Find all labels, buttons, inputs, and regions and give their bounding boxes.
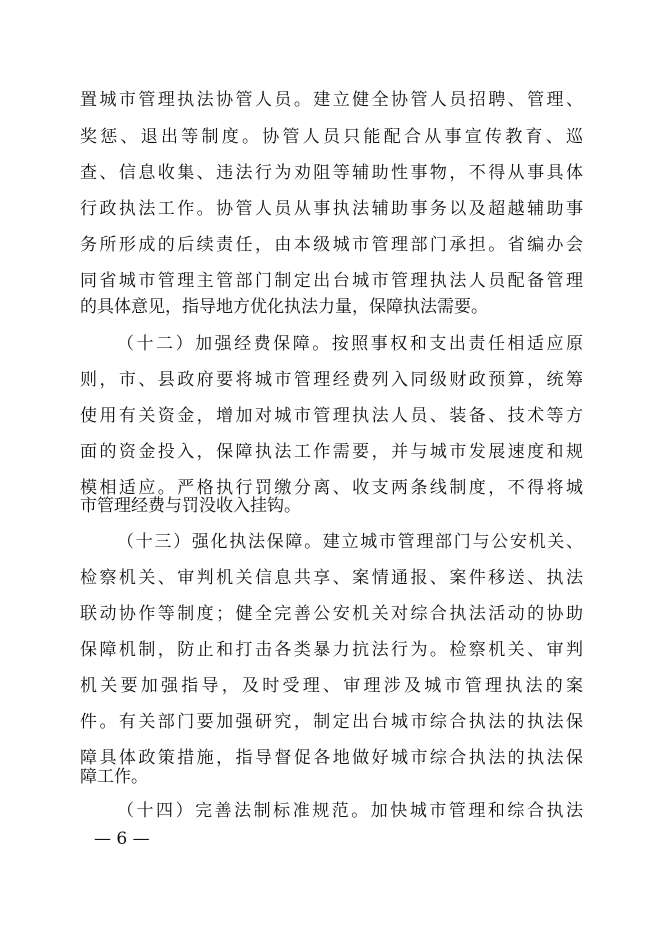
text-line: 保障机制，防止和打击各类暴力抗法行为。检察机关、审判 — [80, 640, 583, 660]
text-line: 则，市、县政府要将城市管理经费列入同级财政预算，统筹 — [80, 370, 583, 390]
page-number: — 6 — — [94, 829, 150, 849]
text-line: 行政执法工作。协管人员从事执法辅助事务以及超越辅助事 — [80, 199, 583, 219]
text-line: 同省城市管理主管部门制定出台城市管理执法人员配备管理 — [80, 271, 583, 291]
text-line: 面的资金投入，保障执法工作需要，并与城市发展速度和规 — [80, 442, 583, 462]
text-line: 障具体政策措施，指导督促各地做好城市综合执法的执法保 — [80, 748, 583, 768]
section-heading-line: （十四）完善法制标准规范。加快城市管理和综合执法 — [117, 801, 583, 821]
text-line: 件。有关部门要加强研究，制定出台城市综合执法的执法保 — [80, 712, 583, 732]
text-line: 模相适应。严格执行罚缴分离、收支两条线制度，不得将城 — [80, 478, 583, 498]
text-line: 置城市管理执法协管人员。建立健全协管人员招聘、管理、 — [80, 90, 583, 110]
text-line: 的具体意见，指导地方优化执法力量，保障执法需要。 — [80, 297, 488, 317]
text-line: 联动协作等制度；健全完善公安机关对综合执法活动的协助 — [80, 604, 583, 624]
text-line: 机关要加强指导，及时受理、审理涉及城市管理执法的案 — [80, 676, 583, 696]
section-heading-line: （十三）强化执法保障。建立城市管理部门与公安机关、 — [117, 532, 583, 552]
text-line: 查、信息收集、违法行为劝阻等辅助性事物，不得从事具体 — [80, 163, 583, 183]
text-line: 使用有关资金，增加对城市管理执法人员、装备、技术等方 — [80, 406, 583, 426]
section-heading-line: （十二）加强经费保障。按照事权和支出责任相适应原 — [117, 334, 583, 354]
text-line: 障工作。 — [80, 767, 148, 787]
text-line: 检察机关、审判机关信息共享、案情通报、案件移送、执法 — [80, 568, 583, 588]
text-line: 务所形成的后续责任，由本级城市管理部门承担。省编办会 — [80, 235, 583, 255]
text-line: 奖惩、退出等制度。协管人员只能配合从事宣传教育、巡 — [80, 127, 583, 147]
text-line: 市管理经费与罚没收入挂钩。 — [80, 496, 301, 516]
